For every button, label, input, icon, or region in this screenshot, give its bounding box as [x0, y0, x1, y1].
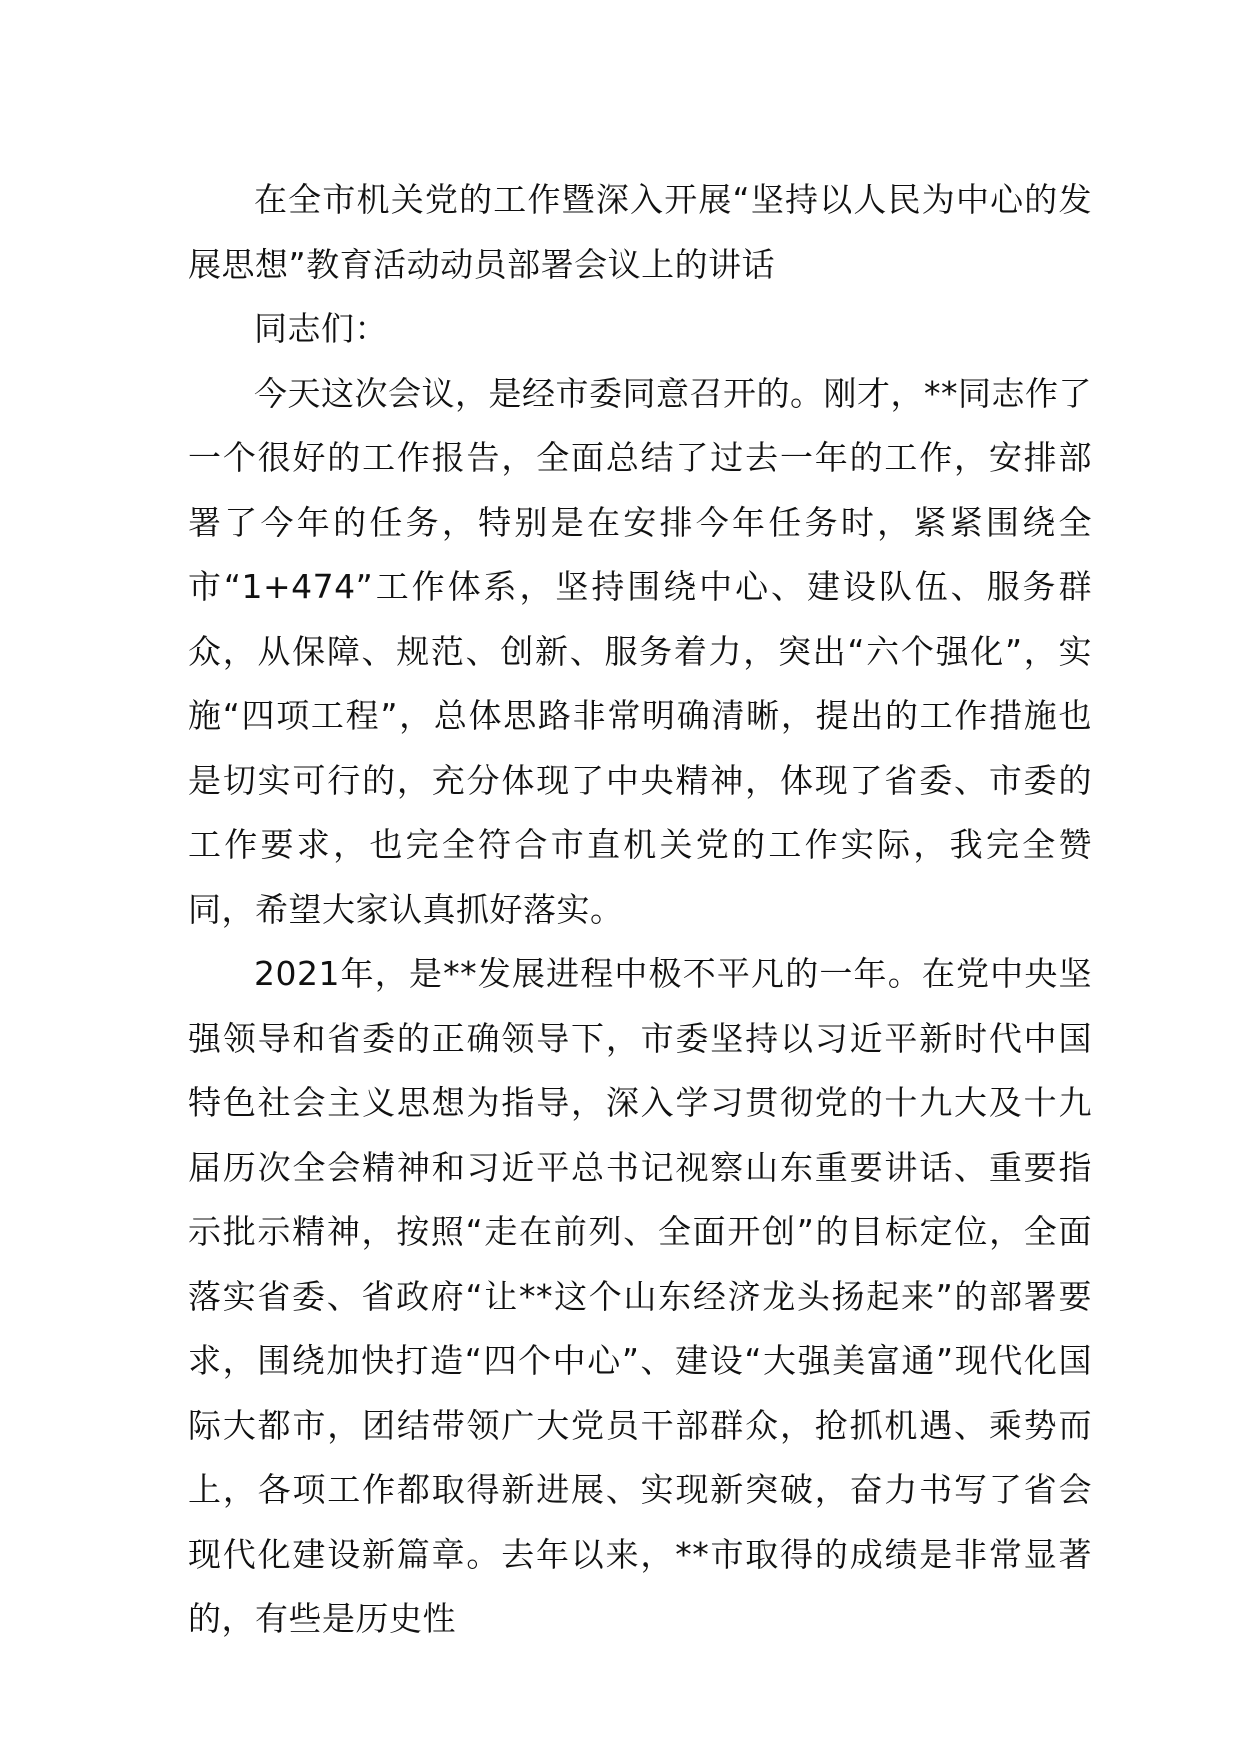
document-body	[188, 168, 1092, 1652]
body-paragraph: 2021年，是**发展进程中极不平凡的一年。在党中央坚强领导和省委的正确领导下，市委坚持以习近平新时代中国特色社会主义思想为指导，深入学习贯彻党的十九大及十九届历次全会精神和习近平总书记视察山东重要讲话、重要指示批示精神，按照“走在前列、全面开创”的目标定位，全面落实省委、省政府“让**这个山东经济龙头扬起来”的部署要求，围绕加快打造“四个中心”、建设“大强美富通”现代化国际大都市，团结带领广大党员干部群众，抢抓机遇、乘势而上，各项工作都取得新进展、实现新突破，奋力书写了省会现代化建设新篇章。去年以来，**市取得的成绩是非常显著的，有些是历史性	[188, 954, 1092, 1638]
document-title: 在全市机关党的工作暨深入开展“坚持以人民为中心的发展思想”教育活动动员部署会议上的讲话	[188, 180, 1092, 284]
salutation: 同志们：	[254, 309, 388, 348]
body-paragraph: 今天这次会议，是经市委同意召开的。刚才，**同志作了一个很好的工作报告，全面总结了过去一年的工作，安排部署了今年的任务，特别是在安排今年任务时，紧紧围绕全市“1+474”工作体系，坚持围绕中心、建设队伍、服务群众，从保障、规范、创新、服务着力，突出“六个强化”，实施“四项工程”，总体思路非常明确清晰，提出的工作措施也是切实可行的，充分体现了中央精神，体现了省委、市委的工作要求，也完全符合市直机关党的工作实际，我完全赞同，希望大家认真抓好落实。	[188, 373, 1092, 929]
